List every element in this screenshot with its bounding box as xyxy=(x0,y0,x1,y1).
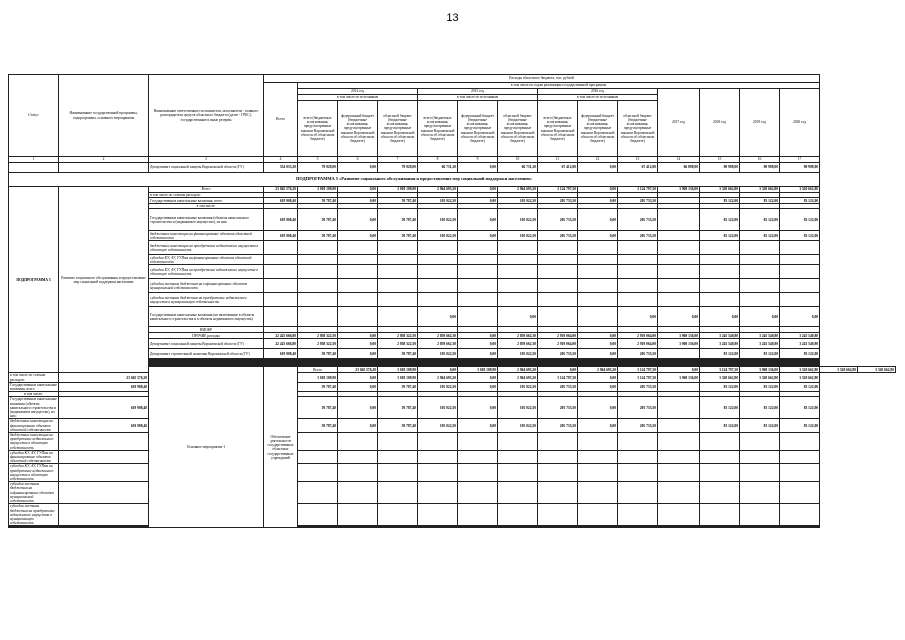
table-row: Государственные капитальные вложения, всего 619 908,40 59 787,40 0,00 59 787,40 105 022,50 0,00 105 022,50 205 733,50 0,00 205 733,50 83 122,00 83 122,00 83 122,00 xyxy=(10,382,819,392)
section-row xyxy=(9,173,896,187)
header-incl-2015: в том числе по источникам xyxy=(418,95,538,101)
table-row: ПОДПРОГРАММА 5 Развитие социального обслуживания и предоставление мер социальной поддержки населению Всего 23 045 576,20 3 018 109,90 0,00 3 018 109,90 2 964 693,20 0,00 2 964 693,20 3 124 797,50 0,00 3 124 797,50 3 969 136,00 3 320 662,80 3 320 662,80 3 320 662,80 xyxy=(9,187,896,193)
subprogram-status: ПОДПРОГРАММА 5 xyxy=(9,187,59,373)
header-c9: федеральный бюджет (бюджетные ассигнования, предусмотренные законом Воронежской области об областном бюджете) xyxy=(458,101,498,157)
table-row: Государственные капитальные вложения, всего 619 908,40 59 787,40 0,00 59 787,40 105 022,50 0,00 105 022,50 205 733,50 0,00 205 733,50 83 122,00 83 122,00 83 122,00 xyxy=(150,198,819,203)
section-title: ПОДПРОГРАММА 5 «Развитие социального обслуживания и предоставление мер социальной поддержки населению» xyxy=(9,173,820,187)
table-row: Основное мероприятие 1 Обеспечение деятельности государственных областных государственных учреждений Всего 23 045 576,20 3 018 109,90 0,00 3 018 109,90 2 964 693,20 0,00 2 964 693,20 3 124 797,50 0,00 3 124 797,50 3 969 136,00 3 320 662,80 3 320 662,80 3 320 662,80 xyxy=(9,367,896,373)
header-2020: 2020 год xyxy=(780,89,820,157)
table-row: Государственные капитальные вложения (не включенные в объекты капитального строительства и в объекты недвижимого имущества) 0,00 0,00 0,00 0,00 0,00 0,00 0,00 xyxy=(9,307,896,327)
main-activity-status: Основное мероприятие 1 xyxy=(149,367,264,528)
header-2015: 2015 год xyxy=(418,89,538,95)
header-expenses: Расходы областного бюджета, тыс. рублей xyxy=(264,75,820,83)
header-c7: областной бюджет (бюджетные ассигнования, предусмотренные законом Воронежской области об областном бюджете) xyxy=(378,101,418,157)
header-2016: 2016 год xyxy=(538,89,658,95)
page-number: 13 xyxy=(446,12,459,24)
header-c5: всего (бюджетные ассигнования, предусмотренные законом Воронежской области об областном бюджете) xyxy=(298,101,338,157)
table-row: Государственные капитальные вложения (объекты капитального строительства и (недвижимое имущество), из них: 619 908,40 59 787,40 0,00 59 787,40 105 022,50 0,00 105 022,50 205 733,50 0,00 205 733,50 83 122,00 83 122,00 83 122,00 xyxy=(9,209,896,231)
table-row: Департамент строительной политики Воронежской области (ГУ) 619 908,40 59 787,40 0,00 59 787,40 105 022,50 0,00 105 022,50 205 733,50 0,00 205 733,50 83 122,00 83 122,00 83 122,00 xyxy=(9,349,896,359)
header-2018: 2018 год xyxy=(700,89,740,157)
table-row: Департамент социальной защиты Воронежской области (ГУ) 354 033,20 79 928,00 0,00 79 928,00 66 731,20 0,00 66 731,20 67 412,00 0,00 67 412,00 66 898,00 90 998,00 90 998,00 90 998,00 xyxy=(9,163,896,173)
header-total: Всего xyxy=(264,83,298,157)
table-row: бюджетные инвестиции на финансирование объектов областной собственности 619 908,40 59 787,40 0,00 59 787,40 105 022,50 0,00 105 022,50 205 733,50 0,00 205 733,50 83 122,00 83 122,00 83 122,00 xyxy=(10,419,819,432)
header-c13: областной бюджет (бюджетные ассигнования, предусмотренные законом Воронежской области об областном бюджете) xyxy=(618,101,658,157)
header-2017: 2017 год xyxy=(658,89,700,157)
table-row: Департамент социальной защиты Воронежской области (ГУ) 22 425 666,80 2 958 322,50 0,00 2 958 322,50 2 859 662,30 0,00 2 859 662,30 2 919 064,00 0,00 2 919 064,00 3 969 136,00 3 245 540,80 3 245 540,80 3 245 540,80 xyxy=(9,339,896,349)
subprogram-name: Развитие социального обслуживания и предоставление мер социальной поддержки населению xyxy=(59,187,149,373)
header-c8: всего (бюджетные ассигнования, предусмотренные законом Воронежской области об областном бюджете) xyxy=(418,101,458,157)
header-incl-2014: в том числе по источникам xyxy=(298,95,418,101)
table-row: бюджетные инвестиции на финансирование объектов областной собственности 619 908,40 59 787,40 0,00 59 787,40 105 022,50 0,00 105 022,50 205 733,50 0,00 205 733,50 83 122,00 83 122,00 83 122,00 xyxy=(150,231,819,240)
header-executor: Наименование ответственного исполнителя, исполнителя - главного распорядителя средств областного бюджета (далее - ГРБС), государственные и иные резервы xyxy=(149,75,264,157)
table-row: в том числе по статьям расходов: 23 045 576,20 3 018 109,90 0,00 3 018 109,90 2 964 693,20 0,00 2 964 693,20 3 124 797,50 0,00 3 124 797,50 3 969 136,00 3 320 662,80 3 320 662,80 3 320 662,80 xyxy=(10,373,819,382)
main-activity-name: Обеспечение деятельности государственных областных государственных учреждений xyxy=(264,367,298,528)
table-row: ПРОЧИЕ расходы 22 425 666,80 2 958 322,50 0,00 2 958 322,50 2 859 662,30 0,00 2 859 662,30 2 919 064,00 0,00 2 919 064,00 3 969 136,00 3 245 540,80 3 245 540,80 3 245 540,80 xyxy=(9,333,896,339)
header-c6: федеральный бюджет (бюджетные ассигнования, предусмотренные законом Воронежской области об областном бюджете) xyxy=(338,101,378,157)
header-status: Статус xyxy=(9,75,59,157)
column-numbers-row: 1 2 3 4 5 6 7 8 9 10 11 12 13 14 15 16 17 xyxy=(9,157,896,163)
header-c11: всего (бюджетные ассигнования, предусмотренные законом Воронежской области об областном бюджете) xyxy=(538,101,578,157)
header-2019: 2019 год xyxy=(740,89,780,157)
header-c10: областной бюджет (бюджетные ассигнования, предусмотренные законом Воронежской области об областном бюджете) xyxy=(498,101,538,157)
header-program: Наименование государственной программы, подпрограммы, основного мероприятия xyxy=(59,75,149,157)
header-by-years: в том числе по годам реализации государственной программы xyxy=(298,83,820,89)
table-row: Государственные капитальные вложения (объекты капитального строительства и (недвижимое имущество), из них: 619 908,40 59 787,40 0,00 59 787,40 105 022,50 0,00 105 022,50 205 733,50 0,00 205 733,50 83 122,00 83 122,00 83 122,00 xyxy=(10,397,819,419)
header-2014: 2014 год xyxy=(298,89,418,95)
header-c12: федеральный бюджет (бюджетные ассигнования, предусмотренные законом Воронежской области об областном бюджете) xyxy=(578,101,618,157)
budget-table: Статус Наименование государственной программы, подпрограммы, основного мероприятия Наименование ответственного исполнителя, исполнителя - главного распорядителя средств областного бюджета (далее - ГРБС), государственные и иные резервы Расходы областного бюджета, тыс. рублей Всего в том числе по годам реализации государственной программы 2014 год 2015 год 2016 год 2017 год 2018 год 2019 год 2020 год в том числе по источникам в том числе по источникам в том числе по источникам всего (бюджетные ассигнования, предусмотренные законом Воронежской области об областном бюджете) федеральный бюджет (бюджетные ассигнования, предусмотренные законом Воронежской области об областном бюджете) областной бюджет (бюджетные ассигнования, предусмотренные законом Воронежской области об областном бюджете) всего (бюджетные ассигнования, предусмотренные законом Воронежской области об областном бюджете) федеральный бюджет (бюджетные ассигнования, предусмотренные законом Воронежской области об областном бюджете) областной бюджет (бюджетные ассигнования, предусмотренные законом Воронежской области об областном бюджете) всего (бюджетные ассигнования, предусмотренные законом Воронежской области об областном бюджете) федеральный бюджет (бюджетные ассигнования, предусмотренные законом Воронежской области об областном бюджете) областной бюджет (бюджетные ассигнования, предусмотренные законом Воронежской области об областном бюджете) 1 2 3 4 5 6 7 8 9 10 11 12 13 14 15 16 17 Департамент социальной защиты Воронежской области (ГУ) 354 033,20 79 928,00 0,00 79 928,00 66 731,20 0,00 66 731,20 67 412,00 0,00 67 412,00 66 898,00 90 998,00 90 998,00 90 998,00 ПОДПРОГРАММА 5 «Развитие социального обслуживания и предоставление мер социальной поддержки населению» ПОДПРОГРАММА 5 Развитие социального обслуживания и предоставление мер социальной поддержки населению Всего 23 045 576,20 3 018 109,90 0,00 3 018 109,90 2 964 693,20 0,00 2 964 693,20 3 124 797,50 0,00 3 124 797,50 3 969 136,00 3 320 662,80 3 320 662,80 3 320 662,80 в том числе по статьям расходов: Государственные капитальные вложения, всего 619 908,40 59 787,40 0,00 59 787,40 105 022,50 0,00 105 022,50 205 733,50 0,00 205 733,50 83 122,00 83 122,00 83 122,00 в том числе: Государственные капитальные вложения (объекты капитального строительства и (недвижимое имущество), из них: 619 908,40 59 787,40 0,00 59 787,40 105 022,50 0,00 105 022,50 205 733,50 0,00 205 733,50 83 122,00 83 122,00 83 122,00 бюджетные инвестиции на финансирование объектов областной собственности 619 908,40 59 787,40 0,00 59 787,40 105 022,50 0,00 105 022,50 205 733,50 0,00 205 733,50 83 122,00 83 122,00 83 122,00 бюджетные инвестиции на приобретение недвижимого имущества в областную собственность субсидии КУ, АУ, ГУПам на финансирование объектов областной собственности субсидии КУ, АУ, ГУПам на приобретение недвижимого имущества в областную собственность субсидии местным бюджетам на софинансирование объектов муниципальной собственности субсидии местным бюджетам на приобретение недвижимого имущества в муниципальную собственность Государственные капитальные вложения (не включенные в объекты капитального строительства и в объекты недвижимого имущества) 0,00 0,00 0,00 0,00 0,00 0,00 0,00 НИОКР ПРОЧИЕ расходы 22 425 666,80 2 958 322,50 0,00 2 958 322,50 2 859 662,30 0,00 2 859 662,30 2 919 064,00 0,00 2 919 064,00 3 969 136,00 3 245 540,80 3 245 540,80 3 245 540,80 Департамент социальной защиты Воронежской области (ГУ) 22 425 666,80 2 958 322,50 0,00 2 958 322,50 2 859 662,30 0,00 2 859 662,30 2 919 064,00 0,00 2 919 064,00 3 969 136,00 3 245 540,80 3 245 540,80 3 245 540,80 Департамент строительной политики Воронежской области (ГУ) 619 908,40 59 787,40 0,00 59 787,40 105 022,50 0,00 105 022,50 205 733,50 0,00 205 733,50 83 122,00 83 122,00 83 122,00 Основное мероприятие 1 Обеспечение деятельности государственных областных государственных учреждений Всего 23 045 576,20 3 018 109,90 0,00 3 018 109,90 2 964 693,20 0,00 2 964 693,20 3 124 797,50 0,00 3 124 797,50 3 969 136,00 3 320 662,80 3 320 662,80 3 320 662,80 в том числе по статьям расходов: 23 045 576,20 3 018 109,90 0,00 3 018 109,90 2 964 693,20 0,00 2 964 693,20 3 124 797,50 0,00 3 124 797,50 3 969 136,00 3 320 662,80 3 320 662,80 3 320 662,80 Государственные капитальные вложения, всего 619 908,40 59 787,40 0,00 59 787,40 105 022,50 0,00 105 022,50 205 733,50 0,00 205 733,50 83 122,00 83 122,00 83 122,00 в том числе: Государственные капитальные вложения (объекты капитального строительства и (недвижимое имущество), из них: 619 908,40 59 787,40 0,00 59 787,40 105 022,50 0,00 105 022,50 205 733,50 0,00 205 733,50 83 122,00 83 122,00 83 122,00 бюджетные инвестиции на финансирование объектов областной собственности 619 908,40 59 787,40 0,00 59 787,40 105 022,50 0,00 105 022,50 205 733,50 0,00 205 733,50 83 122,00 83 122,00 83 122,00 бюджетные инвестиции на приобретение недвижимого имущества в областную собственность субсидии КУ, АУ, ГУПам на финансирование объектов областной собственности субсидии КУ, АУ, ГУПам на приобретение недвижимого имущества в областную собственность субсидии местным бюджетам на софинансирование объектов муниципальной собственности субсидии местным бюджетам на приобретение недвижимого имущества в муниципальную собственность xyxy=(8,74,896,528)
header-incl-2016: в том числе по источникам xyxy=(538,95,658,101)
